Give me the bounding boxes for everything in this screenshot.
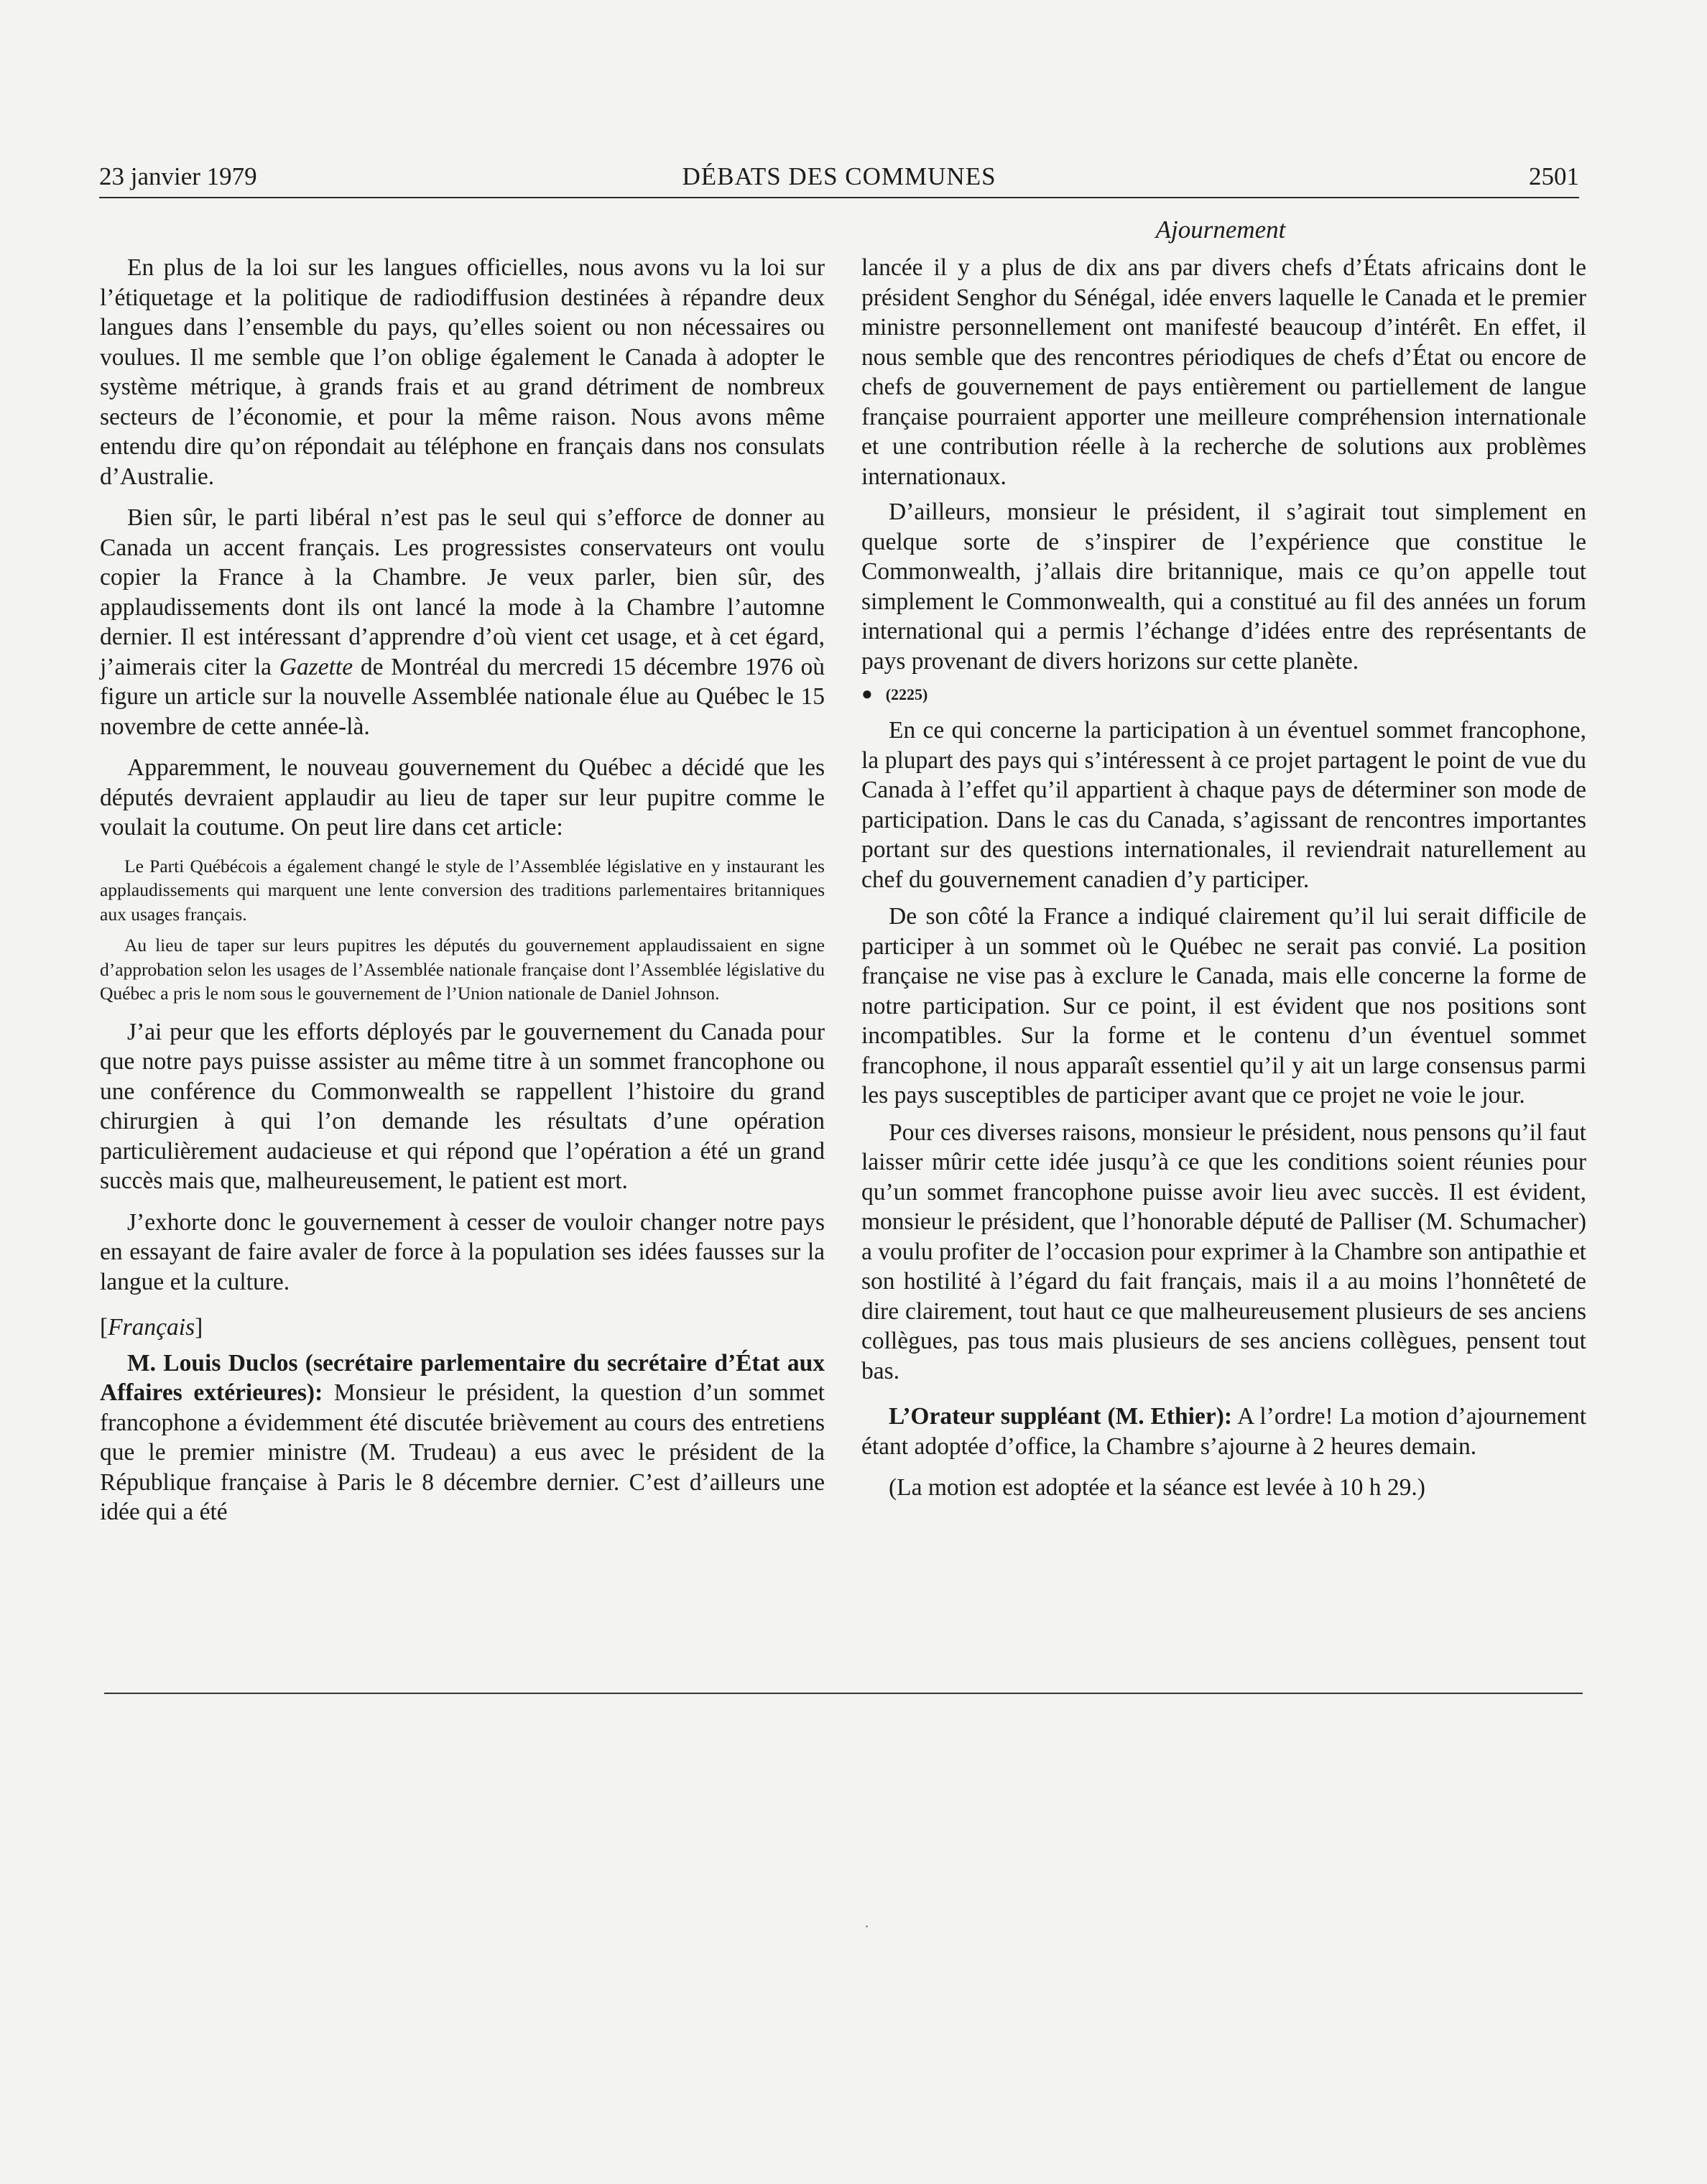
language-tag-text: Français (108, 1314, 195, 1341)
speaker-name: M. Louis Duclos (secrétaire parlementaire du secrétaire d’État aux Affaires extérieures): (100, 1349, 825, 1406)
paragraph: De son côté la France a indiqué clairement qu’il lui serait difficile de participer à un sommet où le Québec ne serait pas convié. La position française ne vise pas à exclure le Canada, mais elle concerne la forme de notre participation. Sur ce point, il est évident que nos positions sont incompatibles. Sur la forme et le contenu d’un éventuel sommet francophone, il nous apparaît essentiel qu’il y ait un large consensus parmi les pays susceptibles de participer avant que ce projet ne voie le jour. (861, 903, 1586, 1109)
paragraph-text: Bien sûr, le parti libéral n’est pas le seul qui s’efforce de donner au Canada un accent français. Les progressistes conservateurs ont voulu copier la France à la Chambre. Je veux parler, bien sûr, des applaudissements dont ils ont lancé la mode à la Chambre l’automne dernier. Il est intéressant d’apprendre d’où vient cet usage, et à cet égard, j’aimerais citer la (100, 504, 825, 680)
paragraph (100, 503, 825, 741)
paragraph: J’ai peur que les efforts déployés par le gouvernement du Canada pour que notre pays puisse assister au même titre à un sommet francophone ou une conférence du Commonwealth se rappellent l’histoire du grand chirurgien à qui l’on demande les résultats d’une opération particulièrement audacieuse et qui répond que l’opération a été un grand succès mais que, malheureusement, le patient est mort. (100, 1018, 825, 1194)
quotation: Au lieu de taper sur leurs pupitres les députés du gouvernement applaudissaient en signe d’approbation selon les usages de l’Assemblée nationale française dont l’Assemblée législative du Québec a pris le nom sous le gouvernement de l’Union nationale de Daniel Johnson. (100, 935, 825, 1004)
newspaper-name: Gazette (279, 653, 353, 680)
header-page-number: 2501 (1529, 162, 1579, 190)
footer-rule (104, 1693, 1583, 1694)
language-tag-open: [ (100, 1314, 108, 1341)
header-date: 23 janvier 1979 (99, 162, 257, 190)
paragraph-text: A l’ordre! La motion d’ajournement étant adoptée d’office, la Chambre s’ajourne à 2 heures demain. (861, 1403, 1586, 1460)
header-title: DÉBATS DES COMMUNES (682, 162, 996, 190)
quotation: Le Parti Québécois a également changé le style de l’Assemblée législative en y instaurant les applaudissements qui marquent une lente conversion des traditions parlementaires britanniques aux usages français. (100, 855, 825, 925)
paragraph (861, 1402, 1586, 1461)
print-speck (866, 1925, 868, 1928)
section-title: Ajournement (1155, 216, 1286, 244)
speaker-name: L’Orateur suppléant (M. Ethier): (889, 1403, 1233, 1430)
paragraph: En ce qui concerne la participation à un éventuel sommet francophone, la plupart des pays qui s’intéressent à ce projet partagent le point de vue du Canada à l’effet qu’il appartient à chaque pays de déterminer son mode de participation. Dans le cas du Canada, s’agissant de rencontres importantes portant sur des questions internationales, il reviendrait naturellement au chef du gouvernement canadien d’y participer. (861, 717, 1586, 893)
right-column (861, 253, 1586, 1514)
paragraph-text: de Montréal du mercredi 15 décembre 1976 où figure un article sur la nouvelle Assemblée nationale élue au Québec le 15 novembre de cette année-là. (100, 653, 825, 740)
left-column (100, 253, 825, 1539)
time-marker-text: (2225) (885, 685, 928, 703)
paragraph: En plus de la loi sur les langues officielles, nous avons vu la loi sur l’étiquetage et la politique de radiodiffusion destinées à répandre deux langues dans l’ensemble du pays, qu’elles soient ou non nécessaires ou voulues. Il me semble que l’on oblige également le Canada à adopter le système métrique, à grands frais et au grand détriment de nombreux secteurs de l’économie, et pour la même raison. Nous avons même entendu dire qu’on répondait au téléphone en français dans nos consulats d’Australie. (100, 254, 825, 490)
language-tag (100, 1313, 825, 1343)
bullet-icon: ● (861, 683, 873, 704)
language-tag-close: ] (195, 1314, 203, 1341)
paragraph: Apparemment, le nouveau gouvernement du Québec a décidé que les députés devraient applaudir au lieu de taper sur leur pupitre comme le voulait la coutume. On peut lire dans cet article: (100, 754, 825, 841)
paragraph: Pour ces diverses raisons, monsieur le président, nous pensons qu’il faut laisser mûrir cette idée jusqu’à ce que les conditions soient réunies pour qu’un sommet francophone puisse avoir lieu avec succès. Il est évident, monsieur le président, que l’honorable député de Palliser (M. Schumacher) a voulu profiter de l’occasion pour exprimer à la Chambre son antipathie et son hostilité à l’égard du fait français, mais il a au moins l’honnêteté de dire clairement, tout haut ce que malheureusement plusieurs de ses anciens collègues, pas tous mais plusieurs de ses anciens collègues, pensent tout bas. (861, 1119, 1586, 1384)
paragraph: D’ailleurs, monsieur le président, il s’agirait tout simplement en quelque sorte de s’inspirer de l’expérience que constitue le Commonwealth, j’allais dire britannique, mais ce qu’on appelle tout simplement le Commonwealth, qui a constitué au fil des années un forum international qui a permis l’échange d’idées entre des représentants de pays provenant de divers horizons sur cette planète. (861, 499, 1586, 675)
closing-note: (La motion est adoptée et la séance est levée à 10 h 29.) (889, 1474, 1425, 1501)
paragraph: J’exhorte donc le gouvernement à cesser de vouloir changer notre pays en essayant de faire avaler de force à la population ses idées fausses sur la langue et la culture. (100, 1208, 825, 1295)
paragraph: lancée il y a plus de dix ans par divers chefs d’États africains dont le président Senghor du Sénégal, idée envers laquelle le Canada et le premier ministre personnellement ont manifesté beaucoup d’intérêt. En effet, il nous semble que des rencontres périodiques de chefs d’État ou encore de chefs de gouvernement de pays entièrement ou partiellement de langue française pourraient apporter une meilleure compréhension internationale et une contribution réelle à la recherche de solutions aux problèmes internationaux. (861, 254, 1586, 490)
paragraph (100, 1348, 825, 1527)
page-header (99, 159, 1579, 198)
time-marker (861, 683, 1586, 705)
paragraph-text: Monsieur le président, la question d’un sommet francophone a évidemment été discutée brièvement au cours des entretiens que le premier ministre (M. Trudeau) a eus avec le président de la République française à Paris le 8 décembre dernier. C’est d’ailleurs une idée qui a été (100, 1379, 825, 1525)
